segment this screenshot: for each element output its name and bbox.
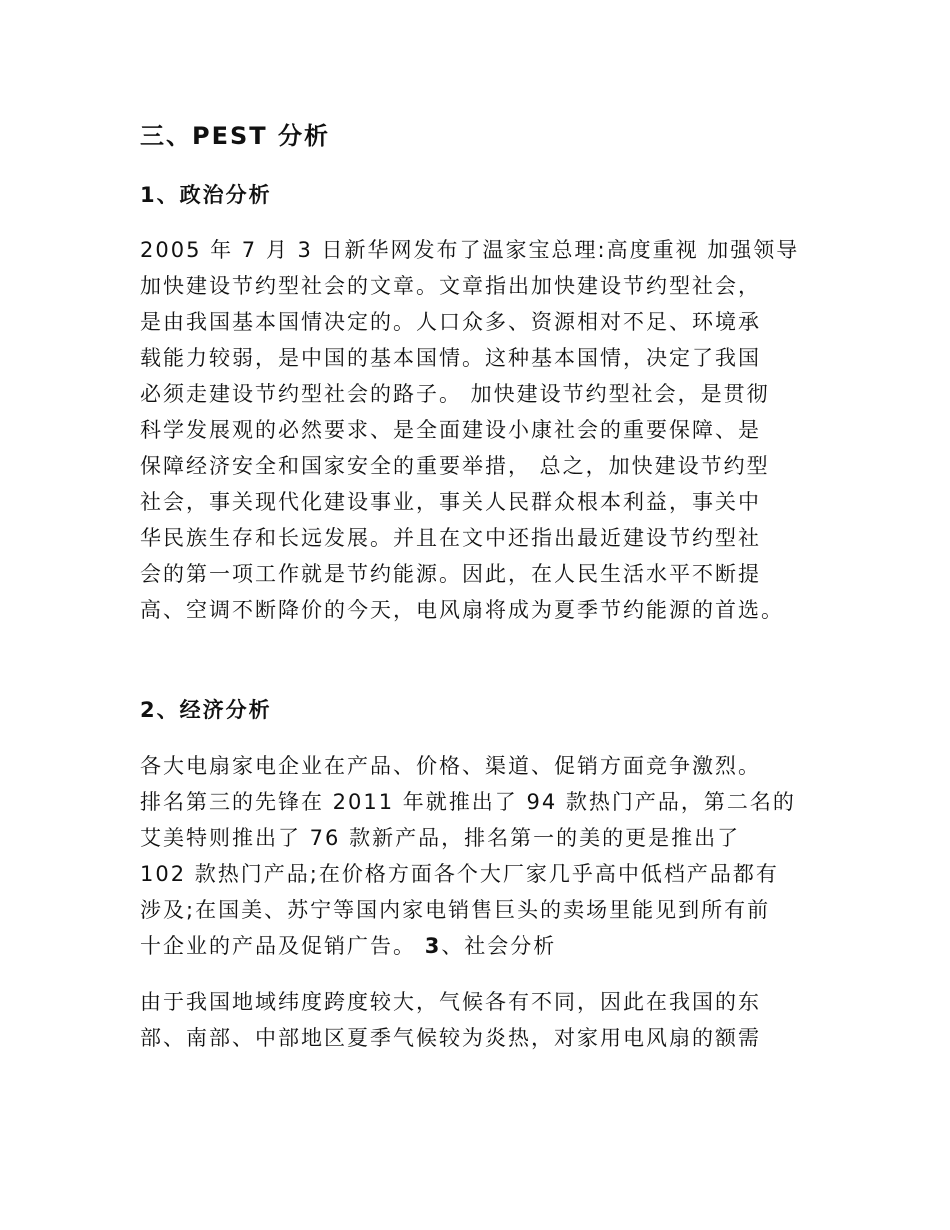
paragraph-line: 是由我国基本国情决定的。人口众多、资源相对不足、环境承 xyxy=(140,310,761,334)
paragraph-line: 高、空调不断降价的今天，电风扇将成为夏季节约能源的首选。 xyxy=(140,598,784,622)
paragraph-line: 载能力较弱，是中国的基本国情。这种基本国情，决定了我国 xyxy=(140,346,761,370)
section-title-prefix: 三、 xyxy=(140,122,192,150)
paragraph-line: 会的第一项工作就是节约能源。因此，在人民生活水平不断提 xyxy=(140,562,761,586)
heading-social-number: 3 xyxy=(424,934,442,958)
paragraph-line: 部、南部、中部地区夏季气候较为炎热，对家用电风扇的额需 xyxy=(140,1026,761,1050)
heading-social-text: 、社会分析 xyxy=(441,934,557,958)
heading-political xyxy=(140,180,272,210)
paragraph-line: 排名第三的先锋在 2011 年就推出了 94 款热门产品，第二名的 xyxy=(140,790,796,814)
paragraph-line: 社会，事关现代化建设事业，事关人民群众根本利益，事关中 xyxy=(140,490,761,514)
paragraph-line-with-heading xyxy=(140,931,556,961)
paragraph-line-text: 十企业的产品及促销广告。 xyxy=(140,934,425,958)
paragraph-line: 由于我国地域纬度跨度较大，气候各有不同，因此在我国的东 xyxy=(140,990,761,1014)
paragraph-line: 102 款热门产品;在价格方面各个大厂家几乎高中低档产品都有 xyxy=(140,862,779,886)
section-title-bold: PEST xyxy=(192,122,268,150)
heading-economic xyxy=(140,695,272,725)
paragraph-line: 各大电扇家电企业在产品、价格、渠道、促销方面竞争激烈。 xyxy=(140,754,761,778)
heading-economic-text: 、经济分析 xyxy=(156,698,272,722)
heading-political-text: 、政治分析 xyxy=(156,183,272,207)
paragraph-line: 华民族生存和长远发展。并且在文中还指出最近建设节约型社 xyxy=(140,526,761,550)
paragraph-line: 涉及;在国美、苏宁等国内家电销售巨头的卖场里能见到所有前 xyxy=(140,898,771,922)
paragraph-line: 加快建设节约型社会的文章。文章指出加快建设节约型社会， xyxy=(140,274,761,298)
paragraph-line: 必须走建设节约型社会的路子。 加快建设节约型社会，是贯彻 xyxy=(140,382,770,406)
section-title-suffix: 分析 xyxy=(267,122,330,150)
paragraph-line: 艾美特则推出了 76 款新产品，排名第一的美的更是推出了 xyxy=(140,826,741,850)
paragraph-line: 科学发展观的必然要求、是全面建设小康社会的重要保障、是 xyxy=(140,418,761,442)
heading-political-number: 1 xyxy=(140,183,157,207)
paragraph-line: 保障经济安全和国家安全的重要举措， 总之，加快建设节约型 xyxy=(140,454,770,478)
section-title xyxy=(140,121,330,151)
heading-economic-number: 2 xyxy=(140,698,157,722)
paragraph-line: 2005 年 7 月 3 日新华网发布了温家宝总理:高度重视 加强领导 xyxy=(140,238,800,262)
